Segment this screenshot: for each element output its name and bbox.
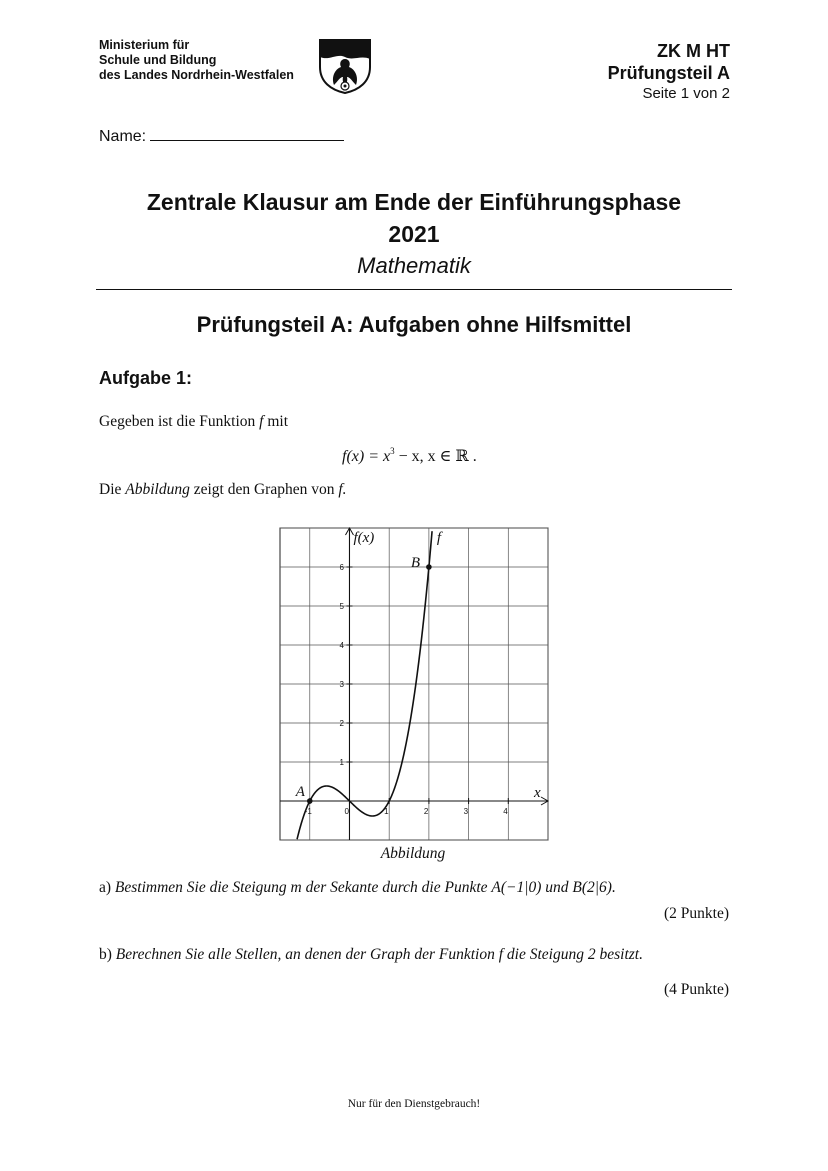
ministry-name — [99, 38, 294, 83]
question-b-label: b) — [99, 946, 112, 963]
figure-caption: Abbildung — [380, 845, 446, 862]
figure-intro-post: zeigt den Graphen von — [193, 481, 335, 498]
x-tick-label: 4 — [503, 807, 508, 816]
point-label: A — [295, 784, 305, 800]
name-field — [99, 126, 344, 146]
y-tick-label: 2 — [339, 719, 344, 728]
x-tick-label: 0 — [344, 807, 349, 816]
given-text-lead: Gegeben ist die Funktion — [99, 413, 256, 430]
y-tick-label: 3 — [339, 680, 344, 689]
figure-intro-pre: Die — [99, 481, 122, 498]
divider — [96, 289, 732, 290]
question-b — [99, 946, 643, 964]
function-formula — [342, 446, 477, 466]
question-a-points: (2 Punkte) — [663, 905, 729, 922]
ministry-line: Ministerium für — [99, 38, 190, 52]
ministry-line: Schule und Bildung — [99, 53, 217, 67]
ministry-line: des Landes Nordrhein-Westfalen — [99, 68, 294, 82]
y-axis-label: f(x) — [353, 530, 375, 546]
task-title: Aufgabe 1: — [99, 368, 193, 388]
given-text — [99, 413, 288, 431]
figure-intro — [99, 481, 347, 499]
name-blank-line — [150, 126, 344, 141]
coat-of-arms-icon — [317, 37, 373, 95]
data-point — [307, 798, 313, 804]
subject-title: Mathematik — [357, 253, 471, 278]
y-tick-label: 4 — [339, 641, 344, 650]
y-tick-label: 1 — [339, 758, 344, 767]
data-point — [426, 564, 432, 570]
function-curve — [297, 531, 432, 839]
question-b-points: (4 Punkte) — [663, 981, 729, 998]
given-function-name: f — [259, 413, 264, 430]
exam-title — [96, 186, 732, 250]
formula-exponent: 3 — [390, 446, 395, 456]
x-tick-label: 2 — [423, 807, 429, 816]
point-label: B — [410, 555, 421, 571]
curve-label: f — [436, 530, 442, 546]
name-label: Name: — [99, 128, 147, 145]
exam-year: 2021 — [388, 221, 440, 247]
formula-lhs: f(x) = x — [342, 448, 391, 465]
page-indicator: Seite 1 von 2 — [642, 85, 730, 102]
x-axis-label: x — [534, 785, 541, 801]
exam-code: ZK M HT — [657, 41, 730, 61]
part-title: Prüfungsteil A: Aufgaben ohne Hilfsmittel — [196, 312, 632, 337]
figure-intro-word: Abbildung — [125, 481, 190, 498]
x-tick-label: -1 — [304, 807, 312, 816]
given-text-tail: mit — [267, 413, 289, 430]
question-a-label: a) — [99, 879, 112, 896]
y-tick-label: 5 — [339, 602, 344, 611]
x-tick-label: 3 — [463, 807, 469, 816]
document-header — [608, 40, 730, 104]
question-a-math: A(−1|0) und B(2|6). — [491, 879, 616, 896]
exam-part: Prüfungsteil A — [607, 63, 730, 83]
function-graph — [270, 520, 560, 850]
question-b-text: Berechnen Sie alle Stellen, an denen der Graph der Funktion f die Steigung 2 besitzt. — [115, 946, 643, 963]
footer-note: Nur für den Dienstgebrauch! — [347, 1098, 481, 1110]
exam-title-line: Zentrale Klausur am Ende der Einführungsphase — [146, 189, 682, 215]
question-a — [99, 879, 616, 897]
y-tick-label: 6 — [339, 563, 344, 572]
formula-rhs: − x, x ∈ ℝ . — [394, 448, 477, 465]
figure-intro-fn: f. — [338, 481, 347, 498]
x-tick-label: 1 — [384, 807, 389, 816]
question-a-text: Bestimmen Sie die Steigung m der Sekante durch die Punkte — [114, 879, 488, 896]
